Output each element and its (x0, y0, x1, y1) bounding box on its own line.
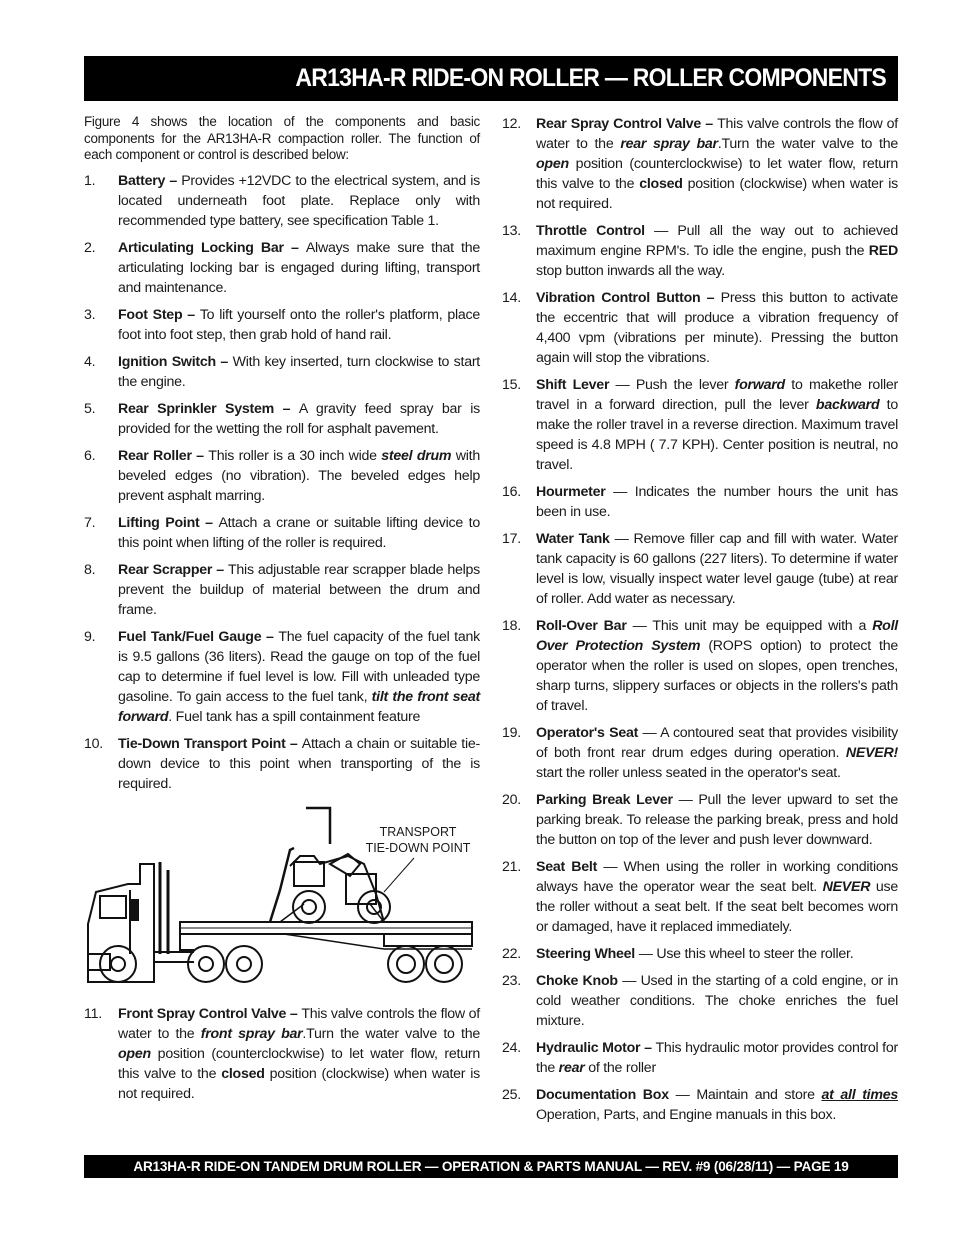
list-item (502, 1038, 898, 1078)
item-number: 14. (502, 290, 521, 306)
item-term: Battery – (118, 172, 182, 189)
item-description (118, 352, 480, 392)
item-emphasis: backward (815, 397, 880, 413)
item-description (536, 375, 898, 475)
right-column (502, 114, 898, 1132)
item-number: 11. (84, 1005, 102, 1022)
item-term: Water Tank (536, 531, 610, 547)
item-number: 12. (502, 116, 521, 132)
right-item-list (502, 114, 898, 1125)
item-text: — This unit may be equipped with a (626, 618, 873, 634)
list-item (84, 560, 480, 620)
item-text: of the roller (584, 1060, 656, 1076)
item-number: 19. (502, 725, 521, 741)
item-number: 20. (502, 792, 521, 808)
item-number: 16. (502, 484, 521, 500)
item-text: Attach a chain or suitable tie-down device to this point when transporting of the is required. (118, 735, 480, 792)
item-text: With key inserted, turn clockwise to start the engine. (118, 353, 480, 390)
item-text: Press this button to activate the eccentric that will produce a vibration frequency of 4,400 vpm (vibrations per minute). Pressing the button again will stop the vibrations. (536, 290, 898, 366)
item-term: Tie-Down Transport Point – (118, 735, 302, 752)
item-text: This valve controls the flow of water to the (536, 116, 898, 152)
item-text: The fuel capacity of the fuel tank is 9.5 gallons (36 liters). Read the gauge on top of the fuel cap to determine if fuel level is low. Fill with unleaded type gasoline. To gain access to the fuel tank, (118, 628, 480, 705)
item-term: Steering Wheel (536, 946, 635, 962)
page-title: AR13HA-R RIDE-ON ROLLER — ROLLER COMPONENTS (295, 64, 886, 92)
item-text: stop button inwards all the way. (536, 263, 725, 279)
item-term: RED (868, 243, 898, 259)
item-number: 6. (84, 447, 96, 464)
item-number: 1. (84, 172, 96, 189)
list-item (502, 221, 898, 281)
item-number: 15. (502, 377, 521, 393)
item-number: 21. (502, 859, 521, 875)
item-description (536, 1038, 898, 1078)
item-emphasis: tilt the front seat forward (118, 688, 481, 725)
item-number: 18. (502, 618, 521, 634)
list-item (84, 399, 480, 439)
item-text: use the roller without a seat belt. If the seat belt becomes worn or damaged, have it replaced immediately. (536, 879, 898, 935)
item-term: Articulating Locking Bar – (118, 239, 306, 256)
item-description (536, 288, 898, 368)
item-term: closed (221, 1065, 265, 1082)
page-footer-bar (84, 1155, 898, 1178)
list-item (502, 375, 898, 475)
item-number: 24. (502, 1040, 521, 1056)
list-item (84, 627, 480, 727)
item-term: Foot Step – (118, 306, 200, 323)
list-item (84, 1004, 480, 1104)
item-text: — Push the lever (609, 377, 735, 393)
page-footer-text: AR13HA-R RIDE-ON TANDEM DRUM ROLLER — OPERATION & PARTS MANUAL — REV. #9 (06/28/11) — PAGE 19 (133, 1159, 849, 1174)
item-number: 13. (502, 223, 521, 239)
list-item (84, 446, 480, 506)
item-description (118, 171, 480, 231)
item-description (118, 446, 480, 506)
list-item (502, 971, 898, 1031)
item-text: — Pull all the way out to achieved maximum engine RPM's. To idle the engine, push the (536, 223, 898, 259)
item-description (536, 790, 898, 850)
list-item (502, 616, 898, 716)
item-text: — Use this wheel to steer the roller. (635, 946, 854, 962)
item-number: 2. (84, 239, 96, 256)
item-text: To lift yourself onto the roller's platform, place foot into foot step, then grab hold of hand rail. (118, 306, 480, 343)
item-term: Ignition Switch – (118, 353, 233, 370)
item-description (536, 971, 898, 1031)
item-emphasis: front spray bar (200, 1025, 303, 1042)
list-item (502, 790, 898, 850)
item-term: Hourmeter (536, 484, 606, 500)
item-text: — Maintain and store (668, 1087, 822, 1103)
list-item (84, 734, 480, 794)
item-text: .Turn the water valve to the (717, 136, 898, 152)
item-number: 8. (84, 561, 96, 578)
item-description (536, 529, 898, 609)
item-text: Provides +12VDC to the electrical system, and is located underneath foot plate. Replace only with recommended type battery, see specification Table 1. (118, 172, 480, 229)
item-number: 10. (84, 735, 103, 752)
list-item (502, 482, 898, 522)
item-text: — Remove filler cap and fill with water. Water tank capacity is 60 gallons (227 liters). To determine if water level is low, visually inspect water level gauge (tube) at rear of roller. Add water as necessary. (536, 531, 898, 607)
item-text: to makethe roller travel in a forward direction, pull the lever (536, 377, 898, 413)
item-text: to make the roller travel in a reverse direction. Maximum travel speed is 4.8 MPH ( 7.7 KPH). Center position is neutral, no travel. (536, 397, 899, 473)
transport-tie-down-label: TRANSPORT TIE-DOWN POINT (365, 824, 471, 855)
list-item (84, 513, 480, 553)
item-emphasis: rear (558, 1060, 585, 1076)
item-text: — Used in the starting of a cold engine, or in cold weather conditions. The choke enriches the fuel mixture. (536, 973, 898, 1029)
item-number: 7. (84, 514, 96, 531)
item-number: 22. (502, 946, 521, 962)
item-term: Documentation Box (536, 1087, 669, 1103)
item-text: Operation, Parts, and Engine manuals in this box. (536, 1107, 837, 1123)
item-description (118, 305, 480, 345)
item-emphasis: steel drum (381, 447, 452, 464)
item-term: Parking Break Lever (536, 792, 673, 808)
item-term: Shift Lever (536, 377, 610, 393)
item-number: 4. (84, 353, 96, 370)
item-term: Fuel Tank/Fuel Gauge – (118, 628, 279, 645)
item-text: with beveled edges (no vibration). The beveled edges help prevent asphalt marring. (118, 447, 480, 504)
item-emphasis: forward (734, 377, 785, 393)
list-item (502, 857, 898, 937)
item-text: — Indicates the number hours the unit has been in use. (536, 484, 898, 520)
item-description (118, 238, 480, 298)
item-text: Attach a crane or suitable lifting device to this point when lifting of the roller is required. (118, 514, 480, 551)
item-text: position (counterclockwise) to let water flow, return this valve to the (118, 1045, 480, 1082)
item-text: This adjustable rear scrapper blade helps prevent the buildup of material between the drum and frame. (118, 561, 480, 618)
item-term: Choke Knob (536, 973, 618, 989)
item-number: 5. (84, 400, 96, 417)
item-number: 9. (84, 628, 96, 645)
item-text: This hydraulic motor provides control for the (536, 1040, 898, 1076)
list-item (502, 288, 898, 368)
list-item (84, 352, 480, 392)
item-description (536, 944, 898, 964)
item-emphasis: Roll Over Protection System (536, 618, 898, 654)
item-description (536, 616, 898, 716)
item-text: .Turn the water valve to the (302, 1025, 480, 1042)
list-item (502, 723, 898, 783)
list-item (502, 944, 898, 964)
item-description (118, 399, 480, 439)
item-number: 23. (502, 973, 521, 989)
intro-paragraph: Figure 4 shows the location of the components and basic components for the AR13HA-R compaction roller. The function of each component or control is described below: (84, 114, 480, 163)
item-emphasis: open (118, 1045, 151, 1062)
item-emphasis: NEVER! (845, 745, 898, 761)
item-emphasis: NEVER (822, 879, 871, 895)
list-item (502, 114, 898, 214)
transport-figure (84, 804, 480, 990)
item-term: Operator's Seat (536, 725, 639, 741)
item-term: Rear Spray Control Valve – (536, 116, 718, 132)
item-term: Lifting Point – (118, 514, 219, 531)
item-number: 3. (84, 306, 96, 323)
item-term: Front Spray Control Valve – (118, 1005, 302, 1022)
item-description (118, 513, 480, 553)
item-emphasis: rear spray bar (620, 136, 718, 152)
item-term: Hydraulic Motor – (536, 1040, 656, 1056)
item-emphasis: at all times (821, 1087, 899, 1103)
item-text: (ROPS option) to protect the operator when the roller is used on slopes, open trenches, sharp turns, slippery surfaces or objects in the rollers's path of travel. (536, 638, 898, 714)
item-description (118, 627, 480, 727)
left-column (84, 114, 480, 1111)
item-description (536, 221, 898, 281)
item-description (536, 114, 898, 214)
item-text: Always make sure that the articulating locking bar is engaged during lifting, transport and maintenance. (118, 239, 481, 296)
item-term: Rear Roller – (118, 447, 209, 464)
item-description (118, 1004, 480, 1104)
item-description (536, 482, 898, 522)
item-text: This valve controls the flow of water to the (118, 1005, 480, 1042)
item-text: start the roller unless seated in the operator's seat. (536, 765, 841, 781)
item-text: A gravity feed spray bar is provided for the wetting the roll for asphalt pavement. (118, 400, 480, 437)
page-title-bar (84, 56, 898, 101)
item-term: Rear Scrapper – (118, 561, 228, 578)
list-item (502, 529, 898, 609)
list-item (84, 238, 480, 298)
item-description (118, 734, 480, 794)
left-item-list-continued (84, 1004, 480, 1104)
item-description (536, 857, 898, 937)
item-term: closed (639, 176, 683, 192)
item-text: — Pull the lever upward to set the parking break. To release the parking break, press and hold the button on top of the lever and push lever downward. (536, 792, 898, 848)
left-item-list (84, 171, 480, 794)
list-item (502, 1085, 898, 1125)
item-text: position (counterclockwise) to let water flow, return this valve to the (536, 156, 898, 192)
item-text: position (clockwise) when water is not required. (536, 176, 898, 212)
item-number: 25. (502, 1087, 521, 1103)
list-item (84, 305, 480, 345)
item-text: This roller is a 30 inch wide (208, 447, 382, 464)
item-term: Throttle Control (536, 223, 645, 239)
item-text: . Fuel tank has a spill containment feature (168, 708, 421, 725)
item-text: position (clockwise) when water is not required. (118, 1065, 480, 1102)
item-term: Vibration Control Button – (536, 290, 721, 306)
item-text: — When using the roller in working conditions always have the operator wear the seat belt. (536, 859, 898, 895)
item-description (536, 1085, 898, 1125)
item-emphasis: open (536, 156, 569, 172)
list-item (84, 171, 480, 231)
item-description (536, 723, 898, 783)
item-term: Seat Belt (536, 859, 598, 875)
item-term: Rear Sprinkler System – (118, 400, 299, 417)
item-description (118, 560, 480, 620)
item-term: Roll-Over Bar (536, 618, 627, 634)
item-number: 17. (502, 531, 521, 547)
item-text: — A contoured seat that provides visibility of both front rear drum edges during operation. (536, 725, 898, 761)
